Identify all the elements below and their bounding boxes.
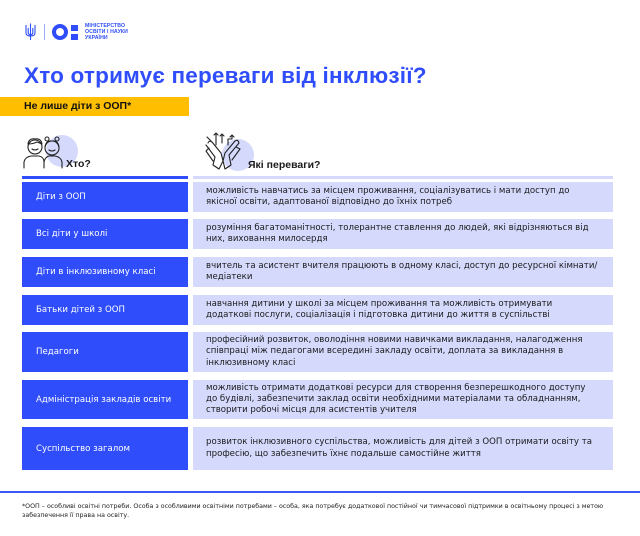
row-who-cell: Педагоги (22, 332, 188, 372)
raised-hands-icon (203, 131, 247, 171)
table-row (22, 295, 613, 325)
table-row (22, 427, 613, 470)
row-who-cell: Суспільство загалом (22, 427, 188, 470)
trident-icon (25, 23, 36, 41)
row-benefit-cell: розвиток інклюзивного суспільства, можливість для дітей з ООП отримати освіту та професію, що забезпечить їхнє подальше самостійне життя (193, 427, 613, 470)
row-who-cell: Адміністрація закладів освіти (22, 380, 188, 419)
column-header-who (22, 133, 188, 179)
row-benefit-cell: розуміння багатоманітності, толерантне ставлення до людей, які відрізняються від них, виховання милосердя (193, 219, 613, 249)
table-row (22, 257, 613, 287)
row-who-cell: Діти з ООП (22, 182, 188, 212)
logo-divider (44, 24, 45, 40)
subtitle-badge (0, 97, 189, 116)
row-benefit-cell: можливість навчатись за місцем проживання, соціалізуватись і мати доступ до якісної освіти, адаптованої відповідно до їхніх потреб (193, 182, 613, 212)
logo-o-mark (52, 24, 68, 40)
ministry-logo (25, 21, 128, 43)
row-who-cell: Діти в інклюзивному класі (22, 257, 188, 287)
footer-divider (0, 491, 640, 493)
table-row (22, 332, 613, 372)
children-icon (23, 135, 65, 169)
row-benefit-cell: вчитель та асистент вчителя працюють в одному класі, доступ до ресурсної кімнати/медіатеки (193, 257, 613, 287)
column-header-who-label: Хто? (66, 158, 91, 170)
logo-text-line: ОСВІТИ І НАУКИ (85, 29, 129, 35)
logo-bars-mark (71, 25, 78, 40)
table-row (22, 380, 613, 419)
logo-text (85, 23, 128, 41)
page-title: Хто отримує переваги від інклюзії? (24, 63, 427, 88)
row-benefit-cell: навчання дитини у школі за місцем проживання та можливість отримувати додаткові послуги, соціалізація і підготовка дитини до життя в суспільстві (193, 295, 613, 325)
column-header-who-underline (22, 176, 188, 179)
subtitle-badge-label: Не лише діти з ООП* (24, 100, 132, 112)
column-header-what-underline (193, 176, 613, 179)
row-benefit-cell: можливість отримати додаткові ресурси для створення безперешкодного доступу до будівлі, забезпечити заклад освіти необхідними матеріалами та обладнанням, створити робочі місця для асистентів учителя (193, 380, 613, 419)
row-benefit-cell: професійний розвиток, оволодіння новими навичками викладання, налагодження співпраці між педагогами всередині закладу освіти, доплата за викладання в інклюзивному класі (193, 332, 613, 372)
column-header-what-label: Які переваги? (248, 159, 321, 171)
column-header-what (193, 131, 613, 179)
table-row (22, 182, 613, 212)
logo-text-line: МІНІСТЕРСТВО (85, 23, 126, 29)
table-row (22, 219, 613, 249)
row-who-cell: Всі діти у школі (22, 219, 188, 249)
row-who-cell: Батьки дітей з ООП (22, 295, 188, 325)
footnote: *ООП – особливі освітні потреби. Особа з особливими освітніми потребами – особа, яка потребує додаткової постійної чи тимчасової підтримки в освітньому процесі з метою забезпечення її права на освіту. (22, 503, 604, 519)
logo-text-line: УКРАЇНИ (85, 35, 108, 41)
